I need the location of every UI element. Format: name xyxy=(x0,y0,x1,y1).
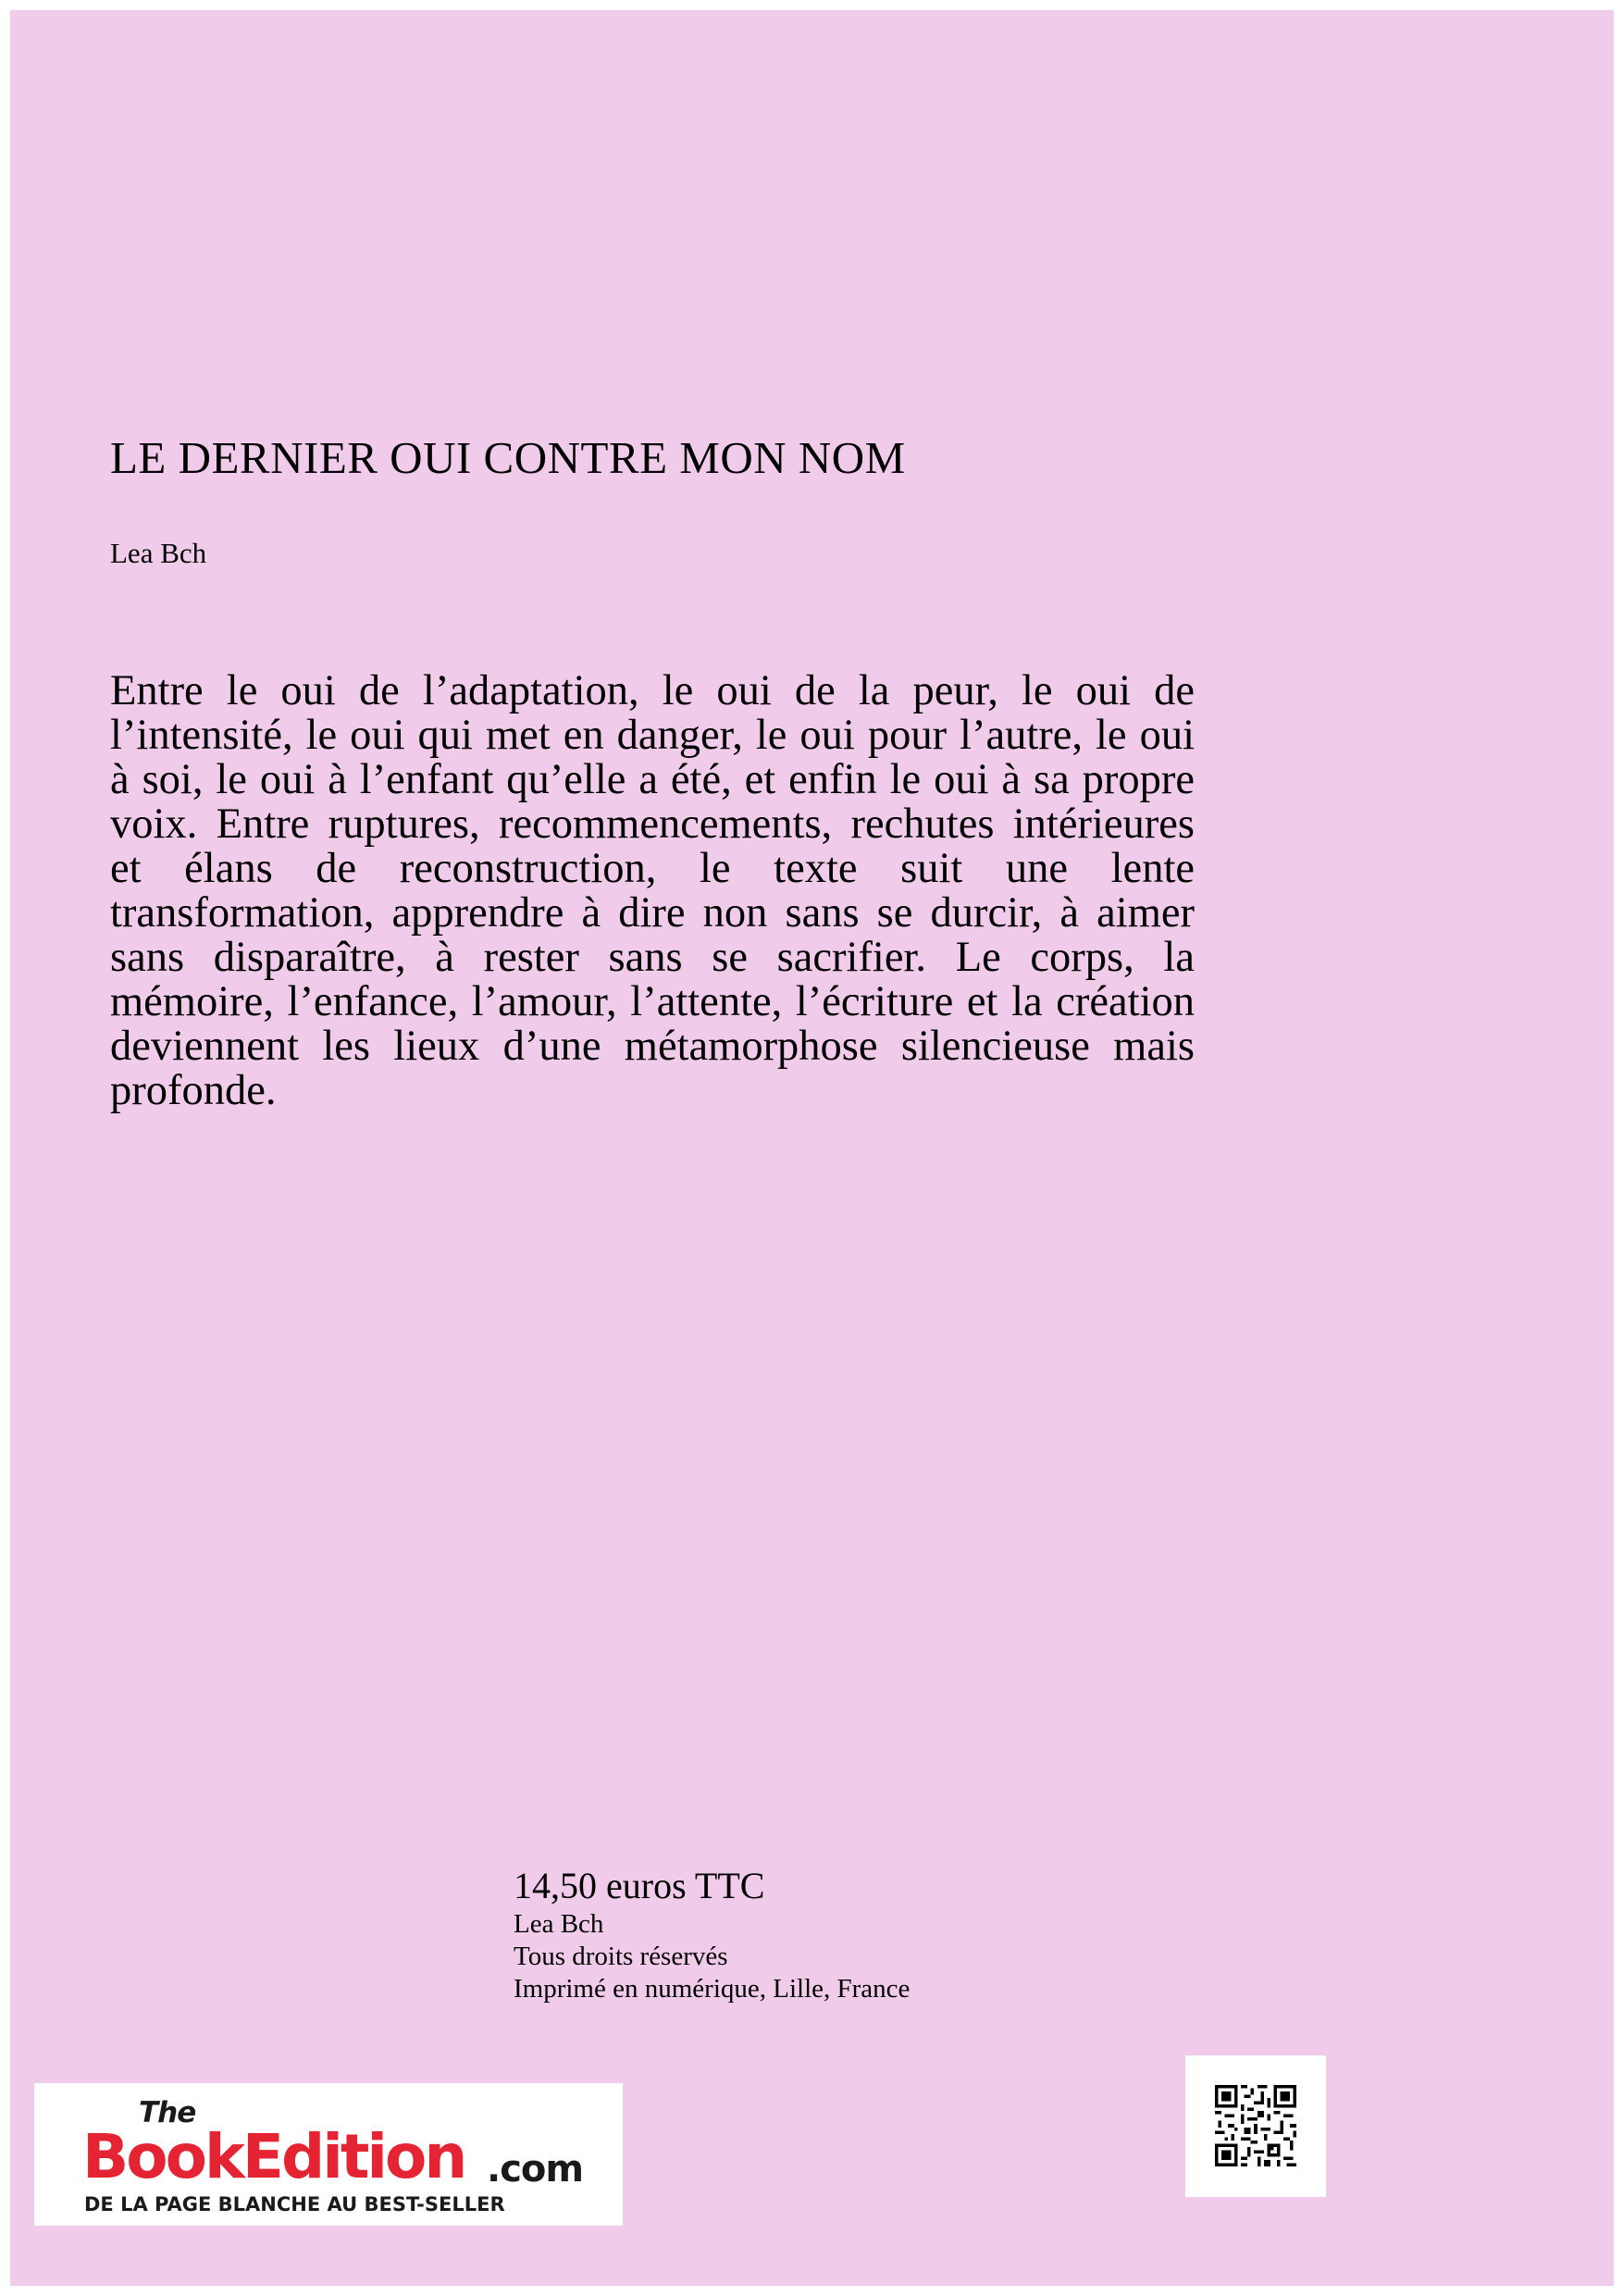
print-location: Imprimé en numérique, Lille, France xyxy=(514,1974,911,2004)
qr-code-icon xyxy=(1215,2085,1296,2166)
bookedition-logo xyxy=(34,2083,623,2226)
logo-tagline: DE LA PAGE BLANCHE AU BEST-SELLER xyxy=(84,2193,505,2215)
book-author: Lea Bch xyxy=(110,537,207,569)
price-label: 14,50 euros TTC xyxy=(514,1865,765,1906)
publication-info xyxy=(514,1864,910,2005)
rights-notice: Tous droits réservés xyxy=(514,1942,728,1971)
logo-the-text: The xyxy=(139,2096,196,2129)
logo-brand-name: BookEdition xyxy=(82,2121,465,2192)
book-blurb: Entre le oui de l’adaptation, le oui de la peur, le oui de l’intensité, le oui qui met en danger, le oui pour l’autre, le oui à soi, le oui à l’enfant qu’elle a été, et enfin le oui à sa propre voix. Entre ruptures, recommencements, rechutes intérieures et élans de reconstruction, le texte suit une lente transformation, apprendre à dire non sans se durcir, à aimer sans disparaître, à rester sans se sacrifier. Le corps, la mémoire, l’enfance, l’amour, l’attente, l’écriture et la création deviennent les lieux d’une métamorphose silencieuse mais profonde. xyxy=(110,667,1195,1114)
publisher-author: Lea Bch xyxy=(514,1909,604,1939)
book-title: LE DERNIER OUI CONTRE MON NOM xyxy=(110,432,906,483)
logo-domain: .com xyxy=(487,2148,584,2191)
qr-code xyxy=(1185,2055,1326,2197)
